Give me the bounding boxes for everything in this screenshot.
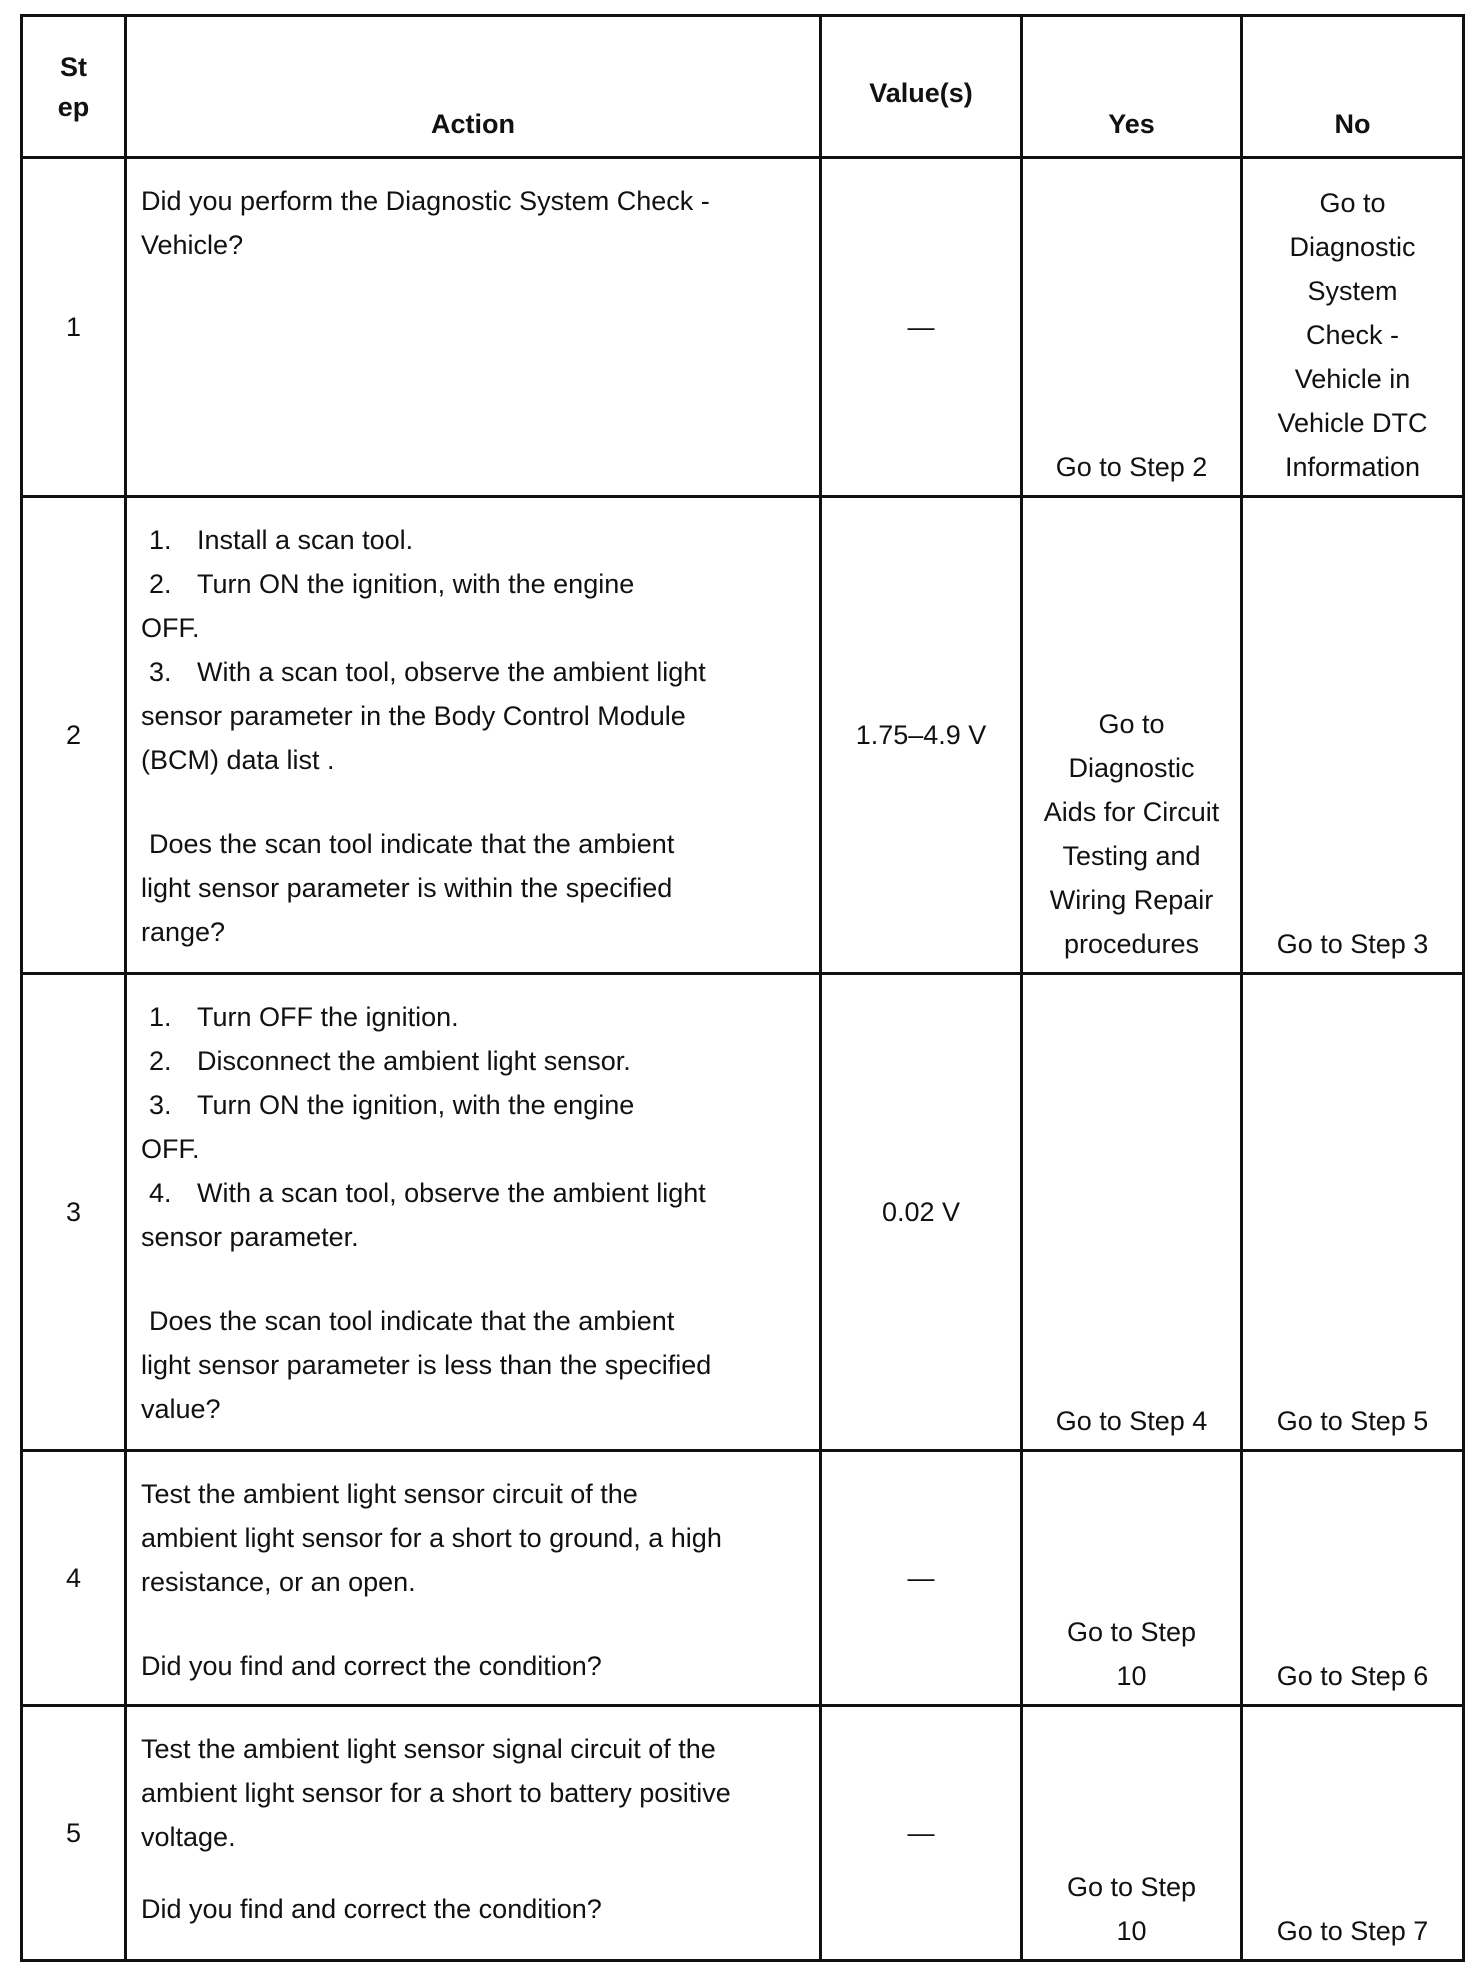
action-step-continued: OFF. [141, 1134, 200, 1164]
no-line: Go to Step 7 [1276, 1916, 1429, 1946]
action-cell [126, 158, 821, 497]
action-step [141, 650, 805, 694]
step-text: Turn ON the ignition, with the engine [197, 1090, 635, 1120]
no-line: Diagnostic [1289, 232, 1416, 262]
value-cell: 0.02 V [821, 974, 1022, 1451]
yes-line: Go to Step [1066, 1617, 1197, 1647]
action-line: ambient light sensor for a short to ground, a high [141, 1523, 722, 1553]
step-text: Disconnect the ambient light sensor. [197, 1046, 631, 1076]
step-text: Turn OFF the ignition. [197, 1002, 459, 1032]
yes-cell [1022, 158, 1242, 497]
table-row [22, 497, 1464, 974]
action-cell [126, 1706, 821, 1961]
no-cell [1242, 1451, 1464, 1706]
step-text: With a scan tool, observe the ambient light [197, 1178, 706, 1208]
action-step [141, 518, 805, 562]
action-line: Did you perform the Diagnostic System Check - [141, 186, 710, 216]
yes-line: procedures [1063, 929, 1200, 959]
value-cell: — [821, 158, 1022, 497]
action-step [141, 1039, 805, 1083]
action-step [141, 1171, 805, 1215]
yes-line: Wiring Repair [1049, 885, 1214, 915]
step-cell: 3 [22, 974, 126, 1451]
header-no: No [1242, 16, 1464, 158]
yes-cell [1022, 1706, 1242, 1961]
question-line: Does the scan tool indicate that the ambient [149, 1306, 675, 1336]
step-text: With a scan tool, observe the ambient light [197, 657, 706, 687]
action-line: Vehicle? [141, 230, 244, 260]
header-row [22, 16, 1464, 158]
yes-line: Go to Step 4 [1055, 1406, 1208, 1436]
step-number: 3. [149, 657, 172, 687]
action-step-continued: sensor parameter. [141, 1222, 359, 1252]
table-row [22, 974, 1464, 1451]
yes-line: Go to [1098, 709, 1165, 739]
no-line: Go to Step 5 [1276, 1406, 1429, 1436]
yes-line: Testing and [1062, 841, 1201, 871]
no-cell [1242, 158, 1464, 497]
value-cell: 1.75–4.9 V [821, 497, 1022, 974]
step-number: 2. [149, 569, 172, 599]
step-text: Install a scan tool. [197, 525, 414, 555]
action-step-continued: sensor parameter in the Body Control Module [141, 701, 686, 731]
step-number: 4. [149, 1178, 172, 1208]
no-cell [1242, 497, 1464, 974]
question-line: Did you find and correct the condition? [141, 1894, 602, 1924]
yes-cell [1022, 1451, 1242, 1706]
no-line: Vehicle in [1294, 364, 1411, 394]
no-line: Information [1284, 452, 1421, 482]
action-step [141, 1083, 805, 1127]
table-row [22, 158, 1464, 497]
spacer [141, 1859, 805, 1887]
no-cell [1242, 974, 1464, 1451]
diagnostic-table [20, 14, 1465, 1962]
step-cell: 4 [22, 1451, 126, 1706]
step-number: 2. [149, 1046, 172, 1076]
header-action: Action [126, 16, 821, 158]
value-cell: — [821, 1451, 1022, 1706]
spacer [141, 1604, 805, 1644]
step-number: 3. [149, 1090, 172, 1120]
spacer [141, 782, 805, 822]
no-line: Vehicle DTC [1277, 408, 1428, 438]
step-cell: 1 [22, 158, 126, 497]
step-cell: 5 [22, 1706, 126, 1961]
question-line: light sensor parameter is less than the specified [141, 1350, 712, 1380]
no-line: Go to [1319, 188, 1386, 218]
action-step-continued: (BCM) data list . [141, 745, 335, 775]
question-line: value? [141, 1394, 221, 1424]
spacer [141, 1259, 805, 1299]
header-step-line-1: St [60, 51, 87, 82]
yes-line: Aids for Circuit [1043, 797, 1220, 827]
header-yes: Yes [1022, 16, 1242, 158]
action-line: voltage. [141, 1822, 236, 1852]
step-number: 1. [149, 525, 172, 555]
action-step [141, 562, 805, 606]
no-line: Go to Step 6 [1276, 1661, 1429, 1691]
no-cell [1242, 1706, 1464, 1961]
yes-line: 10 [1116, 1661, 1147, 1691]
table-row [22, 1451, 1464, 1706]
action-line: resistance, or an open. [141, 1567, 416, 1597]
header-values: Value(s) [821, 16, 1022, 158]
step-cell: 2 [22, 497, 126, 974]
question-line: range? [141, 917, 226, 947]
action-line: Test the ambient light sensor signal circuit of the [141, 1734, 716, 1764]
action-line: ambient light sensor for a short to battery positive [141, 1778, 731, 1808]
step-number: 1. [149, 1002, 172, 1032]
question-line: Does the scan tool indicate that the ambient [149, 829, 675, 859]
question-line: Did you find and correct the condition? [141, 1651, 602, 1681]
action-step-continued: OFF. [141, 613, 200, 643]
no-line: Check - [1305, 320, 1400, 350]
yes-cell [1022, 497, 1242, 974]
no-line: System [1307, 276, 1398, 306]
action-cell [126, 974, 821, 1451]
action-line: Test the ambient light sensor circuit of the [141, 1479, 638, 1509]
yes-cell [1022, 974, 1242, 1451]
header-step-line-2: ep [57, 91, 90, 122]
step-text: Turn ON the ignition, with the engine [197, 569, 635, 599]
yes-line: Go to Step [1066, 1872, 1197, 1902]
value-cell: — [821, 1706, 1022, 1961]
action-step [141, 995, 805, 1039]
yes-line: Go to Step 2 [1055, 452, 1208, 482]
no-line: Go to Step 3 [1276, 929, 1429, 959]
question-line: light sensor parameter is within the specified [141, 873, 673, 903]
yes-line: Diagnostic [1068, 753, 1195, 783]
table-row [22, 1706, 1464, 1961]
action-cell [126, 497, 821, 974]
yes-line: 10 [1116, 1916, 1147, 1946]
action-cell [126, 1451, 821, 1706]
header-step [22, 16, 126, 158]
diagnostic-table-sheet [20, 14, 1462, 1958]
